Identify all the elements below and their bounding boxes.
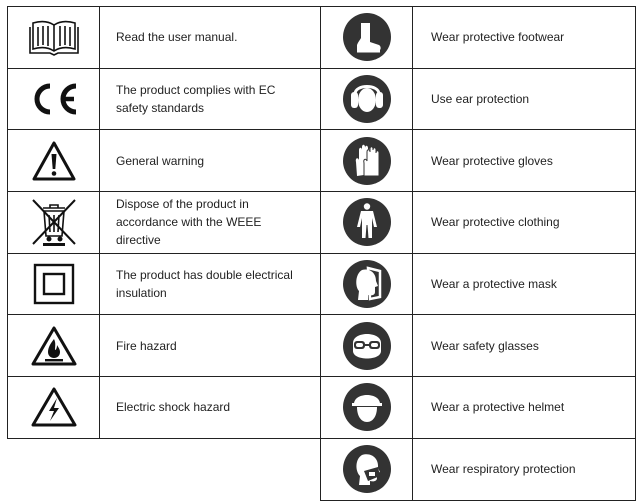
protective-helmet-icon	[342, 382, 392, 432]
symbol-description: Dispose of the product in accordance with the WEEE directive	[116, 197, 262, 248]
symbol-description: The product has double electrical insulation	[116, 268, 293, 301]
safety-glasses-icon	[342, 321, 392, 371]
ear-protection-icon	[342, 74, 392, 124]
symbol-description: The product complies with EC safety standards	[116, 83, 276, 116]
symbol-row	[8, 7, 321, 69]
protective-clothing-icon	[342, 197, 392, 247]
symbol-description: Wear protective footwear	[431, 30, 565, 45]
electric-shock-icon	[30, 386, 78, 428]
respiratory-protection-icon	[342, 444, 392, 494]
symbol-description: Wear a protective helmet	[431, 400, 565, 415]
symbol-row	[321, 439, 636, 501]
symbol-row	[8, 69, 321, 131]
weee-crossed-bin-icon	[29, 196, 79, 248]
warning-triangle-icon	[31, 140, 77, 182]
symbol-description: Wear protective clothing	[431, 215, 560, 230]
symbol-description: General warning	[116, 153, 205, 168]
symbol-row	[321, 377, 636, 439]
protective-mask-icon	[342, 259, 392, 309]
symbol-row	[321, 192, 636, 254]
protective-gloves-icon	[342, 136, 392, 186]
symbol-row	[321, 69, 636, 131]
symbol-row	[321, 254, 636, 316]
symbol-row	[321, 130, 636, 192]
protective-footwear-icon	[342, 12, 392, 62]
symbol-row	[8, 130, 321, 192]
double-insulation-icon	[32, 262, 76, 306]
symbol-description: Electric shock hazard	[116, 400, 231, 415]
ce-mark-icon	[28, 82, 80, 116]
manual-book-icon	[28, 17, 80, 57]
symbol-row	[321, 315, 636, 377]
symbol-description: Wear respiratory protection	[431, 462, 576, 477]
symbol-row	[8, 315, 321, 377]
symbol-description: Fire hazard	[116, 338, 177, 353]
hazard-symbols-table	[7, 6, 321, 439]
symbol-description: Wear safety glasses	[431, 338, 539, 353]
fire-hazard-icon	[30, 325, 78, 367]
symbol-description: Wear protective gloves	[431, 153, 553, 168]
symbol-row	[321, 7, 636, 69]
symbol-description: Wear a protective mask	[431, 277, 557, 292]
ppe-symbols-table	[320, 6, 636, 501]
symbol-row	[8, 192, 321, 254]
symbol-row	[8, 254, 321, 316]
symbol-description: Read the user manual.	[116, 30, 238, 45]
symbol-description: Use ear protection	[431, 92, 530, 107]
symbol-row	[8, 377, 321, 439]
